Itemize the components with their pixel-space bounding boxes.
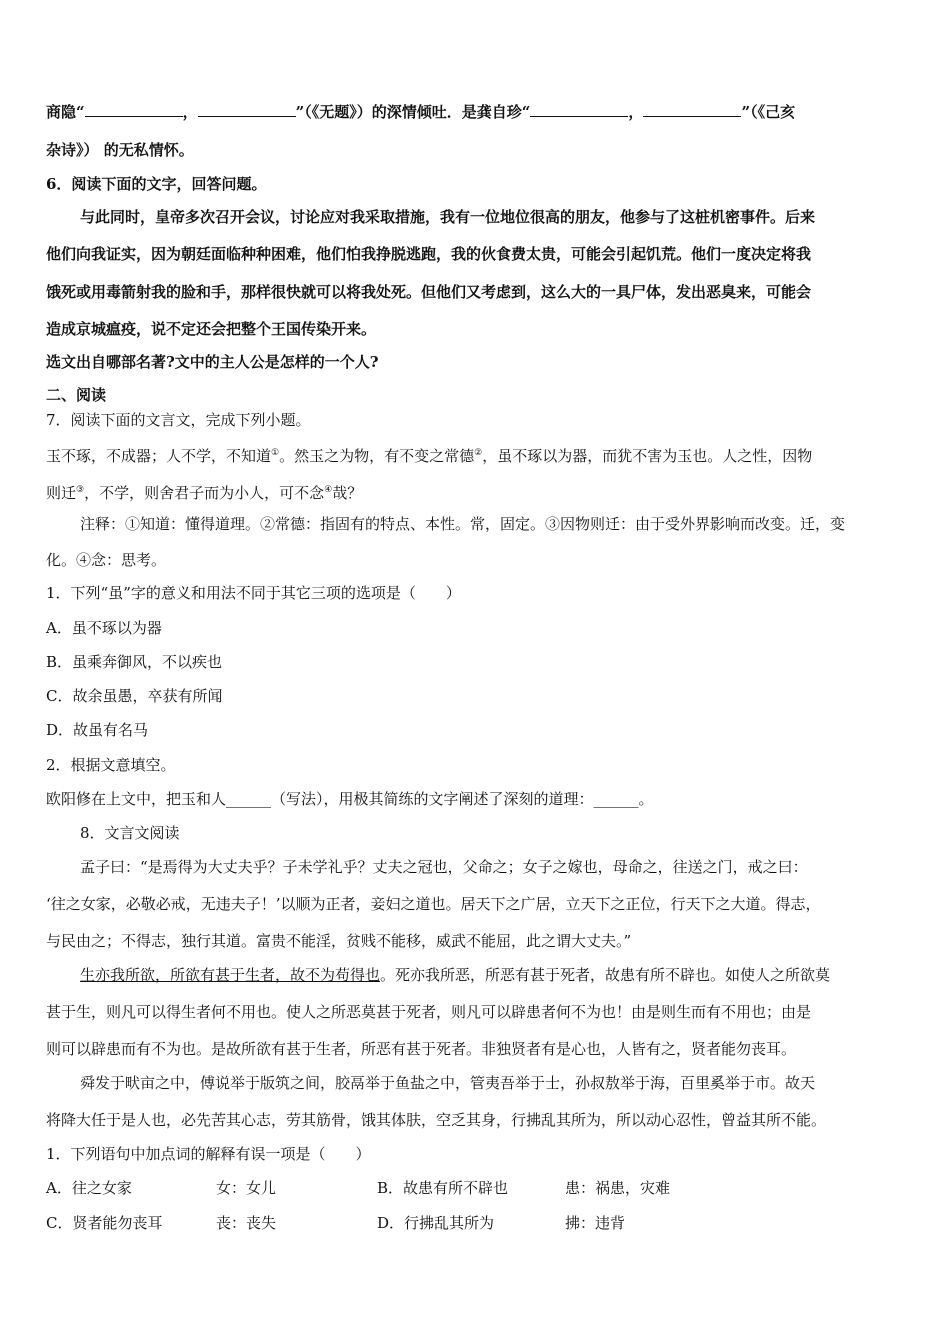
- q8-choice-gloss: 拂：违背: [565, 1214, 626, 1232]
- q7-text: 哉？: [332, 484, 363, 502]
- q8-passage-line: 将降大任于是人也，必先苦其心志，劳其筋骨，饿其体肤，空乏其身，行拂乱其所为，所以动心忍性，曾益其所不能。: [46, 1111, 827, 1129]
- q8-choice-label[interactable]: D．行拂乱其所为: [377, 1214, 495, 1232]
- q7-sub-question: 2．根据文意填空。: [46, 756, 176, 774]
- underlined-sentence: 生亦我所欲，所欲有甚于生者，故不为苟得也: [80, 966, 381, 984]
- q8-choice-label[interactable]: C．贤者能勿丧耳: [46, 1214, 163, 1232]
- q7-note-line: 注释：①知道：懂得道理。②常德：指固有的特点、本性。常，固定。③因物则迁：由于受外界影响而改变。迁，变: [80, 515, 846, 533]
- answer-blank[interactable]: [643, 102, 741, 117]
- q7-note-line: 化。④念：思考。: [46, 551, 167, 569]
- q5-text: ，: [628, 103, 644, 121]
- q7-option[interactable]: A．虽不琢以为器: [46, 619, 162, 637]
- q7-option[interactable]: D．故虽有名马: [46, 721, 149, 739]
- q7-text: 玉不琢，不成器；人不学，不知道: [46, 447, 272, 465]
- footnote-marker: ②: [474, 448, 483, 458]
- q7-option[interactable]: B．虽乘奔御风，不以疾也: [46, 653, 223, 671]
- q5-text: ”（《无题》）的深情倾吐．是龚自珍“: [295, 103, 531, 121]
- q8-choice-gloss: 患：祸患，灾难: [565, 1179, 671, 1197]
- footnote-marker: ③: [76, 485, 85, 495]
- q7-sub-question: 1．下列“虽”字的意义和用法不同于其它三项的选项是（ ）: [46, 584, 461, 602]
- q7-passage-line: [46, 480, 362, 503]
- q8-choice-gloss: 丧：丧失: [216, 1214, 277, 1232]
- q8-choice-gloss: 女：女儿: [216, 1179, 277, 1197]
- answer-blank[interactable]: [198, 102, 296, 117]
- q5-text: 商隐“: [46, 103, 85, 121]
- answer-blank[interactable]: [530, 102, 628, 117]
- q8-heading: 8．文言文阅读: [80, 824, 180, 842]
- q7-text: 。然玉之为物，有不变之常德: [279, 447, 475, 465]
- q8-passage-line: [80, 965, 830, 985]
- q7-heading: 7．阅读下面的文言文，完成下列小题。: [46, 411, 311, 429]
- q8-passage-line: 舜发于畎亩之中，傅说举于版筑之间，胶鬲举于鱼盐之中，管夷吾举于士，孙叔敖举于海，百里奚举于市。故天: [80, 1074, 816, 1092]
- q8-choice-label[interactable]: B．故患有所不辟也: [377, 1179, 509, 1197]
- q8-passage-line: 甚于生，则凡可以得生者何不用也。使人之所恶莫甚于死者，则凡可以辟患者何不为也！由是则生而有不用也；由是: [46, 1003, 812, 1021]
- q8-passage-line: 则可以辟患而有不为也。是故所欲有甚于生者，所恶有甚于死者。非独贤者有是心也，人皆有之，贤者能勿丧耳。: [46, 1040, 797, 1058]
- q5-text: ，: [182, 103, 198, 121]
- q7-text: ，不学，则舍君子而为小人，可不念: [84, 484, 325, 502]
- q5-text: ”（《己亥: [741, 103, 796, 121]
- q7-text: ，虽不琢以为器，而犹不害为玉也。人之性，因物: [482, 447, 813, 465]
- q8-passage-line: ‘往之女家，必敬必戒，无违夫子！’以顺为正者，妾妇之道也。居天下之广居，立天下之正位，行天下之大道。得志，: [46, 895, 821, 913]
- q5-line-1: [46, 102, 795, 122]
- q8-passage-line: 与民由之；不得志，独行其道。富贵不能淫，贫贱不能移，威武不能屈，此之谓大丈夫。”: [46, 932, 632, 950]
- q8-passage-line: 孟子曰：“是焉得为大丈夫乎？子未学礼乎？丈夫之冠也，父命之；女子之嫁也，母命之，往送之门，戒之曰：: [80, 858, 808, 876]
- q8-choice-label[interactable]: A．往之女家: [46, 1179, 132, 1197]
- q8-text: 。死亦我所恶，所恶有甚于死者，故患有所不辟也。如使人之所欲莫: [380, 966, 831, 984]
- q7-passage-line: [46, 443, 812, 466]
- q6-passage-line: 他们向我证实，因为朝廷面临种种困难，他们怕我挣脱逃跑，我的伙食费太贵，可能会引起饥荒。他们一度决定将我: [46, 245, 812, 263]
- q6-question: 选文出自哪部名著?文中的主人公是怎样的一个人?: [46, 353, 379, 371]
- q7-option[interactable]: C．故余虽愚，卒获有所闻: [46, 687, 223, 705]
- q6-passage-line: 造成京城瘟疫，说不定还会把整个王国传染开来。: [46, 320, 377, 338]
- answer-blank[interactable]: [85, 102, 183, 117]
- q6-heading: 6．阅读下面的文字，回答问题。: [46, 175, 267, 193]
- q6-passage-line: 与此同时，皇帝多次召开会议，讨论应对我采取措施，我有一位地位很高的朋友，他参与了这桩机密事件。后来: [80, 208, 816, 226]
- q8-sub-question: 1．下列语句中加点词的解释有误一项是（ ）: [46, 1145, 371, 1163]
- section-heading: 二、阅读: [46, 386, 107, 404]
- q7-fill-blank: 欧阳修在上文中，把玉和人______（写法），用极其简练的文字阐述了深刻的道理：______。: [46, 790, 654, 808]
- q6-passage-line: 饿死或用毒箭射我的脸和手，那样很快就可以将我处死。但他们又考虑到，这么大的一具尸体，发出恶臭来，可能会: [46, 283, 812, 301]
- q7-text: 则迁: [46, 484, 77, 502]
- footnote-marker: ①: [271, 448, 280, 458]
- q5-line-2: 杂诗》） 的无私情怀。: [46, 141, 194, 159]
- footnote-marker: ④: [324, 485, 333, 495]
